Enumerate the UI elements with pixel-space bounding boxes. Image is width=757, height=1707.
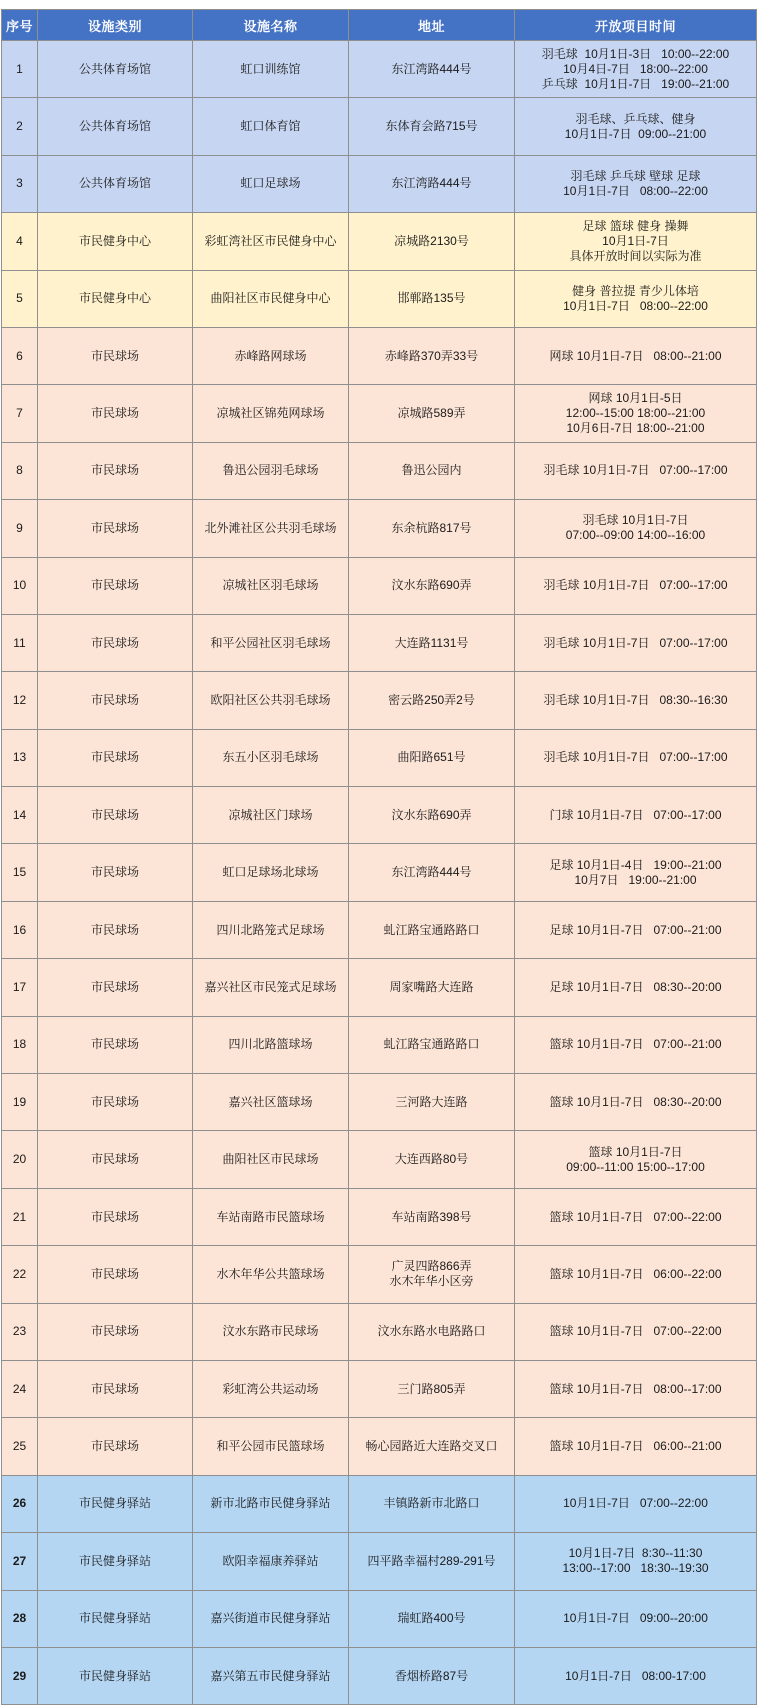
cell-address (349, 155, 515, 212)
cell-address-line: 香烟桥路87号 (394, 1668, 469, 1683)
cell-address-line: 汶水东路水电路路口 (377, 1324, 486, 1339)
table-row (2, 327, 757, 384)
cell-hours (515, 844, 757, 901)
cell-name: 水木年华公共篮球场 (193, 1246, 349, 1303)
cell-no: 9 (2, 500, 38, 557)
cell-category: 市民球场 (38, 385, 193, 442)
cell-address (349, 1475, 515, 1532)
cell-no: 28 (2, 1590, 38, 1647)
table-row (2, 41, 757, 98)
table-body (2, 41, 757, 1705)
cell-hours (515, 98, 757, 155)
cell-name: 四川北路篮球场 (193, 1016, 349, 1073)
table-row (2, 787, 757, 844)
cell-address (349, 442, 515, 499)
cell-hours (515, 155, 757, 212)
facility-schedule-table (1, 9, 757, 1705)
cell-no: 4 (2, 213, 38, 270)
cell-hours (515, 1016, 757, 1073)
cell-hours-line: 足球 篮球 健身 操舞 (582, 218, 689, 233)
cell-name: 鲁迅公园羽毛球场 (193, 442, 349, 499)
table-row (2, 614, 757, 671)
cell-category: 市民球场 (38, 1188, 193, 1245)
cell-address-line: 瑞虹路400号 (397, 1611, 466, 1626)
cell-hours-line: 篮球 10月1日-7日 08:30--20:00 (549, 1094, 722, 1109)
cell-no: 23 (2, 1303, 38, 1360)
cell-name: 车站南路市民篮球场 (193, 1188, 349, 1245)
header-name: 设施名称 (193, 10, 349, 41)
cell-no: 27 (2, 1533, 38, 1590)
cell-hours-line: 10月1日-7日 8:30--11:30 (568, 1546, 703, 1561)
table-row (2, 1016, 757, 1073)
cell-no: 3 (2, 155, 38, 212)
cell-address (349, 500, 515, 557)
cell-hours (515, 1246, 757, 1303)
cell-address-line: 三门路805弄 (397, 1381, 466, 1396)
cell-no: 19 (2, 1074, 38, 1131)
cell-hours-line: 10月1日-7日 (602, 233, 669, 248)
cell-address (349, 1533, 515, 1590)
cell-hours-line: 网球 10月1日-7日 08:00--21:00 (549, 348, 722, 363)
cell-category: 市民健身驿站 (38, 1533, 193, 1590)
cell-category: 市民健身中心 (38, 213, 193, 270)
cell-category: 市民球场 (38, 959, 193, 1016)
cell-address (349, 1246, 515, 1303)
cell-hours-line: 10月1日-7日 09:00--20:00 (563, 1611, 708, 1626)
cell-name: 曲阳社区市民球场 (193, 1131, 349, 1188)
cell-category: 市民球场 (38, 500, 193, 557)
cell-name: 北外滩社区公共羽毛球场 (193, 500, 349, 557)
cell-category: 市民球场 (38, 557, 193, 614)
cell-address-line: 周家嘴路大连路 (389, 979, 474, 994)
cell-no: 11 (2, 614, 38, 671)
cell-hours-line: 篮球 10月1日-7日 06:00--22:00 (549, 1266, 722, 1281)
cell-hours-line: 羽毛球 乒乓球 壁球 足球 (570, 168, 701, 183)
cell-hours-line: 足球 10月1日-4日 19:00--21:00 (549, 857, 722, 872)
table-row (2, 1475, 757, 1532)
cell-no: 10 (2, 557, 38, 614)
cell-category: 市民球场 (38, 672, 193, 729)
cell-no: 8 (2, 442, 38, 499)
cell-hours-line: 羽毛球 10月1日-7日 07:00--17:00 (543, 635, 728, 650)
cell-hours-line: 10月1日-7日 08:00--22:00 (563, 298, 708, 313)
cell-address-line: 虬江路宝通路路口 (383, 922, 480, 937)
table-row (2, 270, 757, 327)
cell-address (349, 213, 515, 270)
table-row (2, 1188, 757, 1245)
cell-hours-line: 篮球 10月1日-7日 06:00--21:00 (549, 1439, 722, 1454)
table-row (2, 385, 757, 442)
table-row (2, 442, 757, 499)
cell-name: 和平公园市民篮球场 (193, 1418, 349, 1475)
cell-address (349, 672, 515, 729)
cell-hours (515, 614, 757, 671)
cell-hours-line: 羽毛球 10月1日-7日 07:00--17:00 (543, 463, 728, 478)
cell-address (349, 385, 515, 442)
table-header (2, 10, 757, 41)
cell-hours-line: 羽毛球 10月1日-7日 07:00--17:00 (543, 578, 728, 593)
cell-hours-line: 篮球 10月1日-7日 07:00--22:00 (549, 1324, 722, 1339)
cell-name: 彩虹湾公共运动场 (193, 1360, 349, 1417)
cell-hours-line: 足球 10月1日-7日 08:30--20:00 (549, 979, 722, 994)
cell-address-line: 大连西路80号 (394, 1152, 469, 1167)
cell-name: 嘉兴第五市民健身驿站 (193, 1647, 349, 1704)
cell-hours-line: 10月1日-7日 08:00-17:00 (565, 1668, 706, 1683)
header-address: 地址 (349, 10, 515, 41)
cell-name: 虹口训练馆 (193, 41, 349, 98)
cell-hours-line: 羽毛球 10月1日-7日 08:30--16:30 (543, 692, 728, 707)
cell-address-line: 东余杭路817号 (391, 520, 472, 535)
cell-category: 市民球场 (38, 1074, 193, 1131)
table-row (2, 844, 757, 901)
cell-hours (515, 213, 757, 270)
table-row (2, 672, 757, 729)
cell-hours-line: 07:00--09:00 14:00--16:00 (565, 528, 706, 543)
table-row (2, 500, 757, 557)
cell-hours (515, 959, 757, 1016)
cell-category: 市民健身驿站 (38, 1647, 193, 1704)
table-row (2, 98, 757, 155)
table-row (2, 901, 757, 958)
cell-category: 公共体育场馆 (38, 98, 193, 155)
cell-address-line: 东江湾路444号 (391, 176, 472, 191)
cell-name: 彩虹湾社区市民健身中心 (193, 213, 349, 270)
cell-no: 17 (2, 959, 38, 1016)
cell-address-line: 四平路幸福村289-291号 (367, 1553, 496, 1568)
cell-hours-line: 篮球 10月1日-7日 (588, 1144, 683, 1159)
cell-name: 虹口足球场北球场 (193, 844, 349, 901)
cell-address-line: 东江湾路444号 (391, 61, 472, 76)
cell-hours-line: 10月6日-7日 18:00--21:00 (566, 421, 705, 436)
cell-no: 25 (2, 1418, 38, 1475)
cell-no: 29 (2, 1647, 38, 1704)
cell-no: 16 (2, 901, 38, 958)
cell-address (349, 327, 515, 384)
cell-name: 虹口足球场 (193, 155, 349, 212)
cell-hours-line: 足球 10月1日-7日 07:00--21:00 (549, 922, 722, 937)
table-row (2, 1590, 757, 1647)
cell-hours (515, 327, 757, 384)
cell-address (349, 787, 515, 844)
cell-hours (515, 500, 757, 557)
cell-category: 市民球场 (38, 1360, 193, 1417)
header-category: 设施类别 (38, 10, 193, 41)
table-row (2, 155, 757, 212)
table-row (2, 1360, 757, 1417)
cell-name: 汶水东路市民球场 (193, 1303, 349, 1360)
cell-address (349, 1016, 515, 1073)
cell-hours (515, 1131, 757, 1188)
cell-no: 18 (2, 1016, 38, 1073)
cell-no: 13 (2, 729, 38, 786)
cell-address (349, 729, 515, 786)
cell-address-line: 东江湾路444号 (391, 865, 472, 880)
cell-address (349, 98, 515, 155)
cell-address-line: 凉城路589弄 (397, 406, 466, 421)
cell-address (349, 1360, 515, 1417)
cell-no: 2 (2, 98, 38, 155)
cell-no: 1 (2, 41, 38, 98)
cell-name: 欧阳幸福康养驿站 (193, 1533, 349, 1590)
cell-name: 曲阳社区市民健身中心 (193, 270, 349, 327)
cell-hours-line: 篮球 10月1日-7日 07:00--21:00 (549, 1037, 722, 1052)
table-row (2, 1246, 757, 1303)
cell-address-line: 鲁迅公园内 (401, 463, 462, 478)
cell-address (349, 1647, 515, 1704)
cell-hours-line: 09:00--11:00 15:00--17:00 (566, 1159, 705, 1174)
cell-address-line: 凉城路2130号 (394, 233, 469, 248)
cell-name: 赤峰路网球场 (193, 327, 349, 384)
cell-category: 市民健身中心 (38, 270, 193, 327)
cell-category: 市民球场 (38, 1418, 193, 1475)
cell-hours-line: 13:00--17:00 18:30--19:30 (562, 1561, 709, 1576)
cell-hours (515, 1418, 757, 1475)
cell-name: 和平公园社区羽毛球场 (193, 614, 349, 671)
cell-address (349, 1418, 515, 1475)
header-no: 序号 (2, 10, 38, 41)
cell-hours (515, 672, 757, 729)
cell-category: 市民球场 (38, 1303, 193, 1360)
cell-name: 凉城社区羽毛球场 (193, 557, 349, 614)
cell-no: 7 (2, 385, 38, 442)
cell-name: 嘉兴街道市民健身驿站 (193, 1590, 349, 1647)
cell-hours (515, 901, 757, 958)
cell-address (349, 557, 515, 614)
cell-category: 市民球场 (38, 787, 193, 844)
cell-hours-line: 羽毛球、乒乓球、健身 (575, 111, 696, 126)
table-row (2, 1303, 757, 1360)
cell-no: 14 (2, 787, 38, 844)
cell-hours-line: 10月1日-7日 09:00--21:00 (564, 126, 707, 141)
table-row (2, 1418, 757, 1475)
cell-name: 嘉兴社区篮球场 (193, 1074, 349, 1131)
header-hours: 开放项目时间 (515, 10, 757, 41)
cell-name: 欧阳社区公共羽毛球场 (193, 672, 349, 729)
cell-hours-line: 羽毛球 10月1日-7日 (582, 513, 689, 528)
cell-hours (515, 385, 757, 442)
cell-hours (515, 1590, 757, 1647)
cell-name: 虹口体育馆 (193, 98, 349, 155)
cell-hours (515, 1188, 757, 1245)
cell-no: 15 (2, 844, 38, 901)
cell-hours (515, 729, 757, 786)
cell-hours-line: 羽毛球 10月1日-3日 10:00--22:00 (541, 46, 730, 61)
cell-hours (515, 1303, 757, 1360)
cell-hours-line: 篮球 10月1日-7日 07:00--22:00 (549, 1209, 722, 1224)
table-row (2, 959, 757, 1016)
cell-hours-line: 10月1日-7日 07:00--22:00 (563, 1496, 708, 1511)
cell-address-line: 车站南路398号 (391, 1209, 472, 1224)
cell-address-line: 汶水东路690弄 (391, 807, 472, 822)
header-row (2, 10, 757, 41)
cell-hours (515, 1360, 757, 1417)
cell-address (349, 614, 515, 671)
cell-address (349, 41, 515, 98)
table-row (2, 1647, 757, 1704)
cell-address (349, 1074, 515, 1131)
cell-hours-line: 10月7日 19:00--21:00 (574, 872, 697, 887)
cell-hours (515, 41, 757, 98)
table-row (2, 729, 757, 786)
cell-address (349, 1131, 515, 1188)
cell-hours-line: 10月4日-7日 18:00--22:00 (563, 61, 708, 76)
cell-category: 市民球场 (38, 844, 193, 901)
cell-address (349, 844, 515, 901)
cell-hours-line: 网球 10月1日-5日 (588, 391, 683, 406)
cell-hours-line: 篮球 10月1日-7日 08:00--17:00 (549, 1381, 722, 1396)
cell-hours (515, 442, 757, 499)
table-row (2, 1533, 757, 1590)
cell-address-line: 虬江路宝通路路口 (383, 1037, 480, 1052)
cell-address (349, 1303, 515, 1360)
cell-hours (515, 787, 757, 844)
cell-hours (515, 270, 757, 327)
table-row (2, 1074, 757, 1131)
cell-address-line: 大连路1131号 (394, 635, 469, 650)
cell-hours-line: 10月1日-7日 08:00--22:00 (563, 183, 708, 198)
table-row (2, 213, 757, 270)
cell-address (349, 901, 515, 958)
cell-no: 5 (2, 270, 38, 327)
cell-no: 22 (2, 1246, 38, 1303)
cell-address (349, 1590, 515, 1647)
cell-no: 26 (2, 1475, 38, 1532)
cell-category: 市民健身驿站 (38, 1590, 193, 1647)
cell-name: 凉城社区门球场 (193, 787, 349, 844)
cell-address-line: 密云路250弄2号 (388, 692, 475, 707)
cell-hours-line: 门球 10月1日-7日 07:00--17:00 (549, 807, 722, 822)
cell-name: 嘉兴社区市民笼式足球场 (193, 959, 349, 1016)
cell-address-line: 赤峰路370弄33号 (384, 348, 479, 363)
cell-category: 市民球场 (38, 442, 193, 499)
cell-category: 市民球场 (38, 614, 193, 671)
cell-hours (515, 1533, 757, 1590)
cell-hours-line: 羽毛球 10月1日-7日 07:00--17:00 (543, 750, 728, 765)
cell-hours-line: 12:00--15:00 18:00--21:00 (565, 406, 706, 421)
cell-no: 24 (2, 1360, 38, 1417)
cell-no: 12 (2, 672, 38, 729)
cell-address-line: 邯郸路135号 (397, 291, 466, 306)
cell-no: 21 (2, 1188, 38, 1245)
cell-hours (515, 557, 757, 614)
cell-address-line: 广灵四路866弄 (391, 1259, 472, 1274)
cell-address-line: 曲阳路651号 (397, 750, 466, 765)
cell-hours (515, 1074, 757, 1131)
cell-category: 市民球场 (38, 729, 193, 786)
cell-category: 市民球场 (38, 327, 193, 384)
cell-no: 20 (2, 1131, 38, 1188)
cell-name: 东五小区羽毛球场 (193, 729, 349, 786)
cell-category: 市民球场 (38, 1131, 193, 1188)
cell-category: 市民球场 (38, 1016, 193, 1073)
table-row (2, 557, 757, 614)
cell-address (349, 270, 515, 327)
cell-address (349, 1188, 515, 1245)
cell-category: 市民健身驿站 (38, 1475, 193, 1532)
cell-name: 四川北路笼式足球场 (193, 901, 349, 958)
cell-category: 公共体育场馆 (38, 41, 193, 98)
cell-name: 新市北路市民健身驿站 (193, 1475, 349, 1532)
cell-hours (515, 1475, 757, 1532)
cell-address-line: 水木年华小区旁 (389, 1274, 474, 1289)
cell-hours-line: 健身 普拉提 青少儿体培 (572, 283, 699, 298)
cell-category: 公共体育场馆 (38, 155, 193, 212)
cell-address-line: 汶水东路690弄 (391, 578, 472, 593)
cell-hours-line: 具体开放时间以实际为准 (569, 248, 702, 263)
cell-name: 凉城社区锦苑网球场 (193, 385, 349, 442)
cell-address-line: 三河路大连路 (395, 1094, 468, 1109)
table-row (2, 1131, 757, 1188)
cell-hours-line: 乒乓球 10月1日-7日 19:00--21:00 (541, 76, 730, 91)
cell-no: 6 (2, 327, 38, 384)
cell-address-line: 东体育会路715号 (385, 119, 478, 134)
cell-category: 市民球场 (38, 1246, 193, 1303)
cell-category: 市民球场 (38, 901, 193, 958)
cell-address-line: 丰镇路新市北路口 (383, 1496, 480, 1511)
cell-hours (515, 1647, 757, 1704)
cell-address (349, 959, 515, 1016)
cell-address-line: 畅心园路近大连路交叉口 (365, 1439, 498, 1454)
